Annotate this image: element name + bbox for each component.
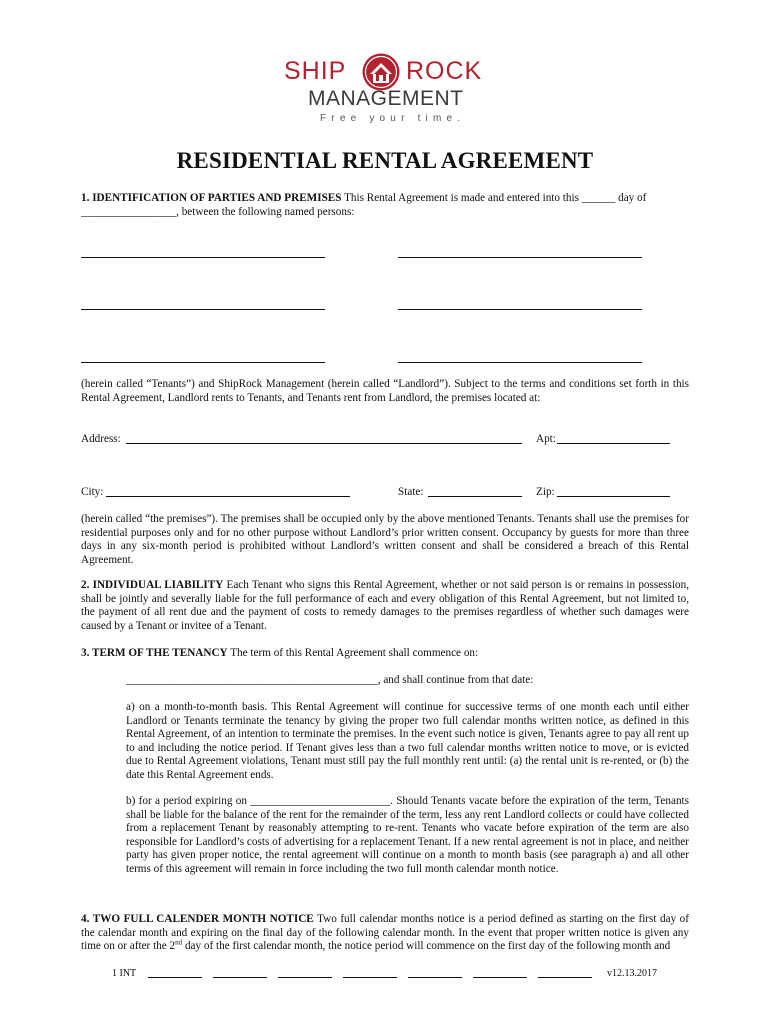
- state-field[interactable]: [428, 496, 522, 497]
- section-1-text-b: _________________, between the following named persons:: [81, 206, 355, 218]
- document-title: RESIDENTIAL RENTAL AGREEMENT: [176, 148, 594, 173]
- section-4-text-1: Two full calendar months notice is a period defined as starting on the first day of the calendar month and expiring on the final day of the following calendar month. In the event that proper written notice is given any time on or after the 2: [81, 913, 689, 953]
- initial-field-4[interactable]: [343, 977, 397, 978]
- house-badge-icon: [361, 52, 401, 92]
- city-field[interactable]: [106, 496, 350, 497]
- initial-field-6[interactable]: [473, 977, 527, 978]
- state-label: State:: [398, 486, 424, 498]
- section-4-text-2: day of the first calendar month, the notice period will commence on the first day of the following month and: [182, 940, 671, 953]
- section-2-text: Each Tenant who signs this Rental Agreement, whether or not said person is or remains in possession, shall be jointly and severally liable for the full performance of each and every obligation of this Rental Agreement, but not limited to, the payment of all rent due and the payment of costs to remedy damages to the premises regardless of whether such damages were caused by a Tenant or invitee of a Tenant.: [81, 579, 689, 632]
- initial-field-7[interactable]: [538, 977, 592, 978]
- section-1-text-a: This Rental Agreement is made and entered into this ______ day of: [341, 192, 647, 204]
- initial-field-1[interactable]: [148, 977, 202, 978]
- footer-version: v12.13.2017: [607, 968, 657, 979]
- parties-paragraph: (herein called “Tenants”) and ShipRock Management (herein called “Landlord”). Subject to the terms and conditions set forth in this Rental Agreement, Landlord rents to Tenants, and Tenants rent from Landlord, the premises located at:: [81, 378, 689, 404]
- section-2-heading: 2. INDIVIDUAL LIABILITY: [81, 579, 224, 591]
- logo-word-management: MANAGEMENT: [308, 87, 464, 110]
- city-label: City:: [81, 486, 104, 498]
- tenant-name-line-4[interactable]: [398, 309, 642, 310]
- initial-field-5[interactable]: [408, 977, 462, 978]
- zip-label: Zip:: [536, 486, 555, 498]
- address-label: Address:: [81, 433, 121, 445]
- address-field[interactable]: [126, 443, 522, 444]
- logo-word-ship: SHIP: [284, 57, 347, 85]
- shiprock-logo: [280, 50, 490, 128]
- option-b-paragraph: b) for a period expiring on _________________________. Should Tenants vacate before the expiration of the term, Tenants shall be liable for the balance of the rent for the remainder of the term, less any rent Landlord collects or could have collected from a replacement Tenant by reasonably attempting to re-rent. Tenants who vacate before expiration of the term are also responsible for Landlord’s costs of advertising for a replacement Tenant. If a new rental agreement is not in place, and neither party has given proper notice, the rental agreement will continue on a month to month basis (see paragraph a) and all other terms of this agreement will remain in force including the two full month calendar month notice.: [126, 795, 689, 875]
- section-3-heading: 3. TERM OF THE TENANCY: [81, 647, 228, 659]
- section-2-paragraph: [81, 579, 689, 633]
- section-3-intro: [81, 647, 478, 661]
- option-a-paragraph: a) on a month-to-month basis. This Rental Agreement will continue for successive terms of one month each until either Landlord or Tenants terminate the tenancy by giving the proper two full calendar months written notice, as defined in this Rental Agreement, of an intention to terminate the premises. In the event such notice is given, Tenants agree to pay all rent up to and including the notice period. If Tenant gives less than a two full calendar months written notice to move, or is evicted due to Rental Agreement violations, Tenant must still pay the full monthly rent until: (a) the rental unit is re-rented, or (b) the date this Rental Agreement ends.: [126, 701, 689, 781]
- section-3-text: The term of this Rental Agreement shall commence on:: [227, 647, 479, 659]
- zip-field[interactable]: [557, 496, 670, 497]
- initial-field-3[interactable]: [278, 977, 332, 978]
- tenant-name-line-6[interactable]: [398, 362, 642, 363]
- tenant-name-line-5[interactable]: [81, 362, 325, 363]
- apt-field[interactable]: [557, 443, 670, 444]
- section-1-heading: 1. IDENTIFICATION OF PARTIES AND PREMISES: [81, 192, 342, 204]
- tenant-name-line-1[interactable]: [81, 257, 325, 258]
- section-4-sup: nd: [175, 938, 183, 947]
- tenant-name-line-3[interactable]: [81, 309, 325, 310]
- initial-field-2[interactable]: [213, 977, 267, 978]
- section-1-line-1: [81, 192, 691, 206]
- tenant-name-line-2[interactable]: [398, 257, 642, 258]
- logo-tagline: Free your time.: [320, 113, 466, 124]
- footer-initials-label: 1 INT: [112, 968, 137, 979]
- premises-paragraph: (herein called “the premises”). The premises shall be occupied only by the above mentioned Tenants. Tenants shall use the premises for residential purposes only and for no other purpose without Landlord’s prior written consent. Occupancy by guests for more than three days in any six-month period is prohibited without Landlord’s written consent and shall be considered a breach of this Rental Agreement.: [81, 513, 689, 566]
- section-4-paragraph: [81, 913, 689, 954]
- section-4-heading: 4. TWO FULL CALENDER MONTH NOTICE: [81, 913, 314, 925]
- commence-date-line[interactable]: _____________________________________________, and shall continue from that date:: [126, 674, 534, 686]
- apt-label: Apt:: [536, 433, 556, 445]
- logo-word-rock: ROCK: [406, 57, 483, 85]
